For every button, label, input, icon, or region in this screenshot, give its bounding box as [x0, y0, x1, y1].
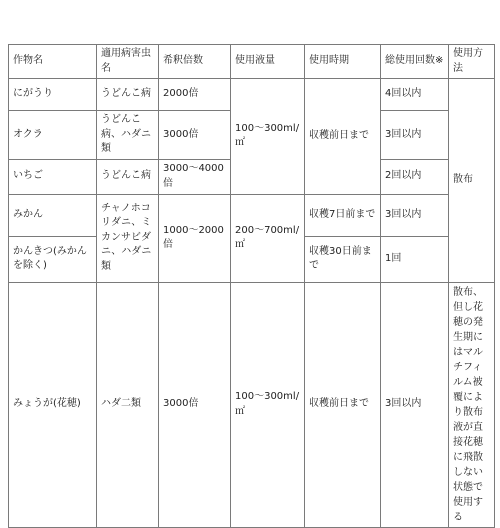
- dilution-cell: 2000倍: [159, 79, 231, 111]
- table-header-row: [9, 45, 495, 79]
- crop-cell: かんきつ(みかんを除く): [9, 236, 97, 282]
- header-method: 使用方法: [449, 45, 495, 79]
- pest-cell: うどんこ病: [97, 159, 159, 194]
- timing-cell: 収穫前日まで: [305, 282, 381, 527]
- count-cell: 3回以内: [381, 111, 449, 160]
- header-volume: 使用液量: [231, 45, 305, 79]
- count-cell: 2回以内: [381, 159, 449, 194]
- crop-cell: みかん: [9, 194, 97, 236]
- volume-cell-merged: 200〜700ml/㎡: [231, 194, 305, 282]
- table-row: [9, 79, 495, 111]
- count-cell: 4回以内: [381, 79, 449, 111]
- method-cell-merged: 散布: [449, 79, 495, 283]
- table-row: [9, 282, 495, 527]
- pest-cell: うどんこ病、ハダニ類: [97, 111, 159, 160]
- count-cell: 1回: [381, 236, 449, 282]
- timing-cell: 収穫30日前まで: [305, 236, 381, 282]
- header-count: 総使用回数※: [381, 45, 449, 79]
- dilution-cell: 3000倍: [159, 282, 231, 527]
- method-cell: 散布、但し花穂の発生期にはマルチフィルム被覆により散布液が直接花穂に飛散しない状態で使用する: [449, 282, 495, 527]
- volume-cell: 100〜300ml/㎡: [231, 282, 305, 527]
- pest-cell: ハダ二類: [97, 282, 159, 527]
- volume-cell-merged: 100〜300ml/㎡: [231, 79, 305, 195]
- header-dilution: 希釈倍数: [159, 45, 231, 79]
- timing-cell-merged: 収穫前日まで: [305, 79, 381, 195]
- crop-cell: オクラ: [9, 111, 97, 160]
- table-row: [9, 194, 495, 236]
- crop-cell: にがうり: [9, 79, 97, 111]
- count-cell: 3回以内: [381, 282, 449, 527]
- count-cell: 3回以内: [381, 194, 449, 236]
- dilution-cell: 3000〜4000倍: [159, 159, 231, 194]
- header-pest: 適用病害虫名: [97, 45, 159, 79]
- pesticide-usage-table: [8, 44, 495, 528]
- pest-cell: うどんこ病: [97, 79, 159, 111]
- crop-cell: みょうが(花穂): [9, 282, 97, 527]
- pest-cell-merged: チャノホコリダニ、ミカンサビダニ、ハダニ類: [97, 194, 159, 282]
- dilution-cell: 3000倍: [159, 111, 231, 160]
- timing-cell: 収穫7日前まで: [305, 194, 381, 236]
- dilution-cell-merged: 1000〜2000倍: [159, 194, 231, 282]
- header-timing: 使用時期: [305, 45, 381, 79]
- header-crop: 作物名: [9, 45, 97, 79]
- crop-cell: いちご: [9, 159, 97, 194]
